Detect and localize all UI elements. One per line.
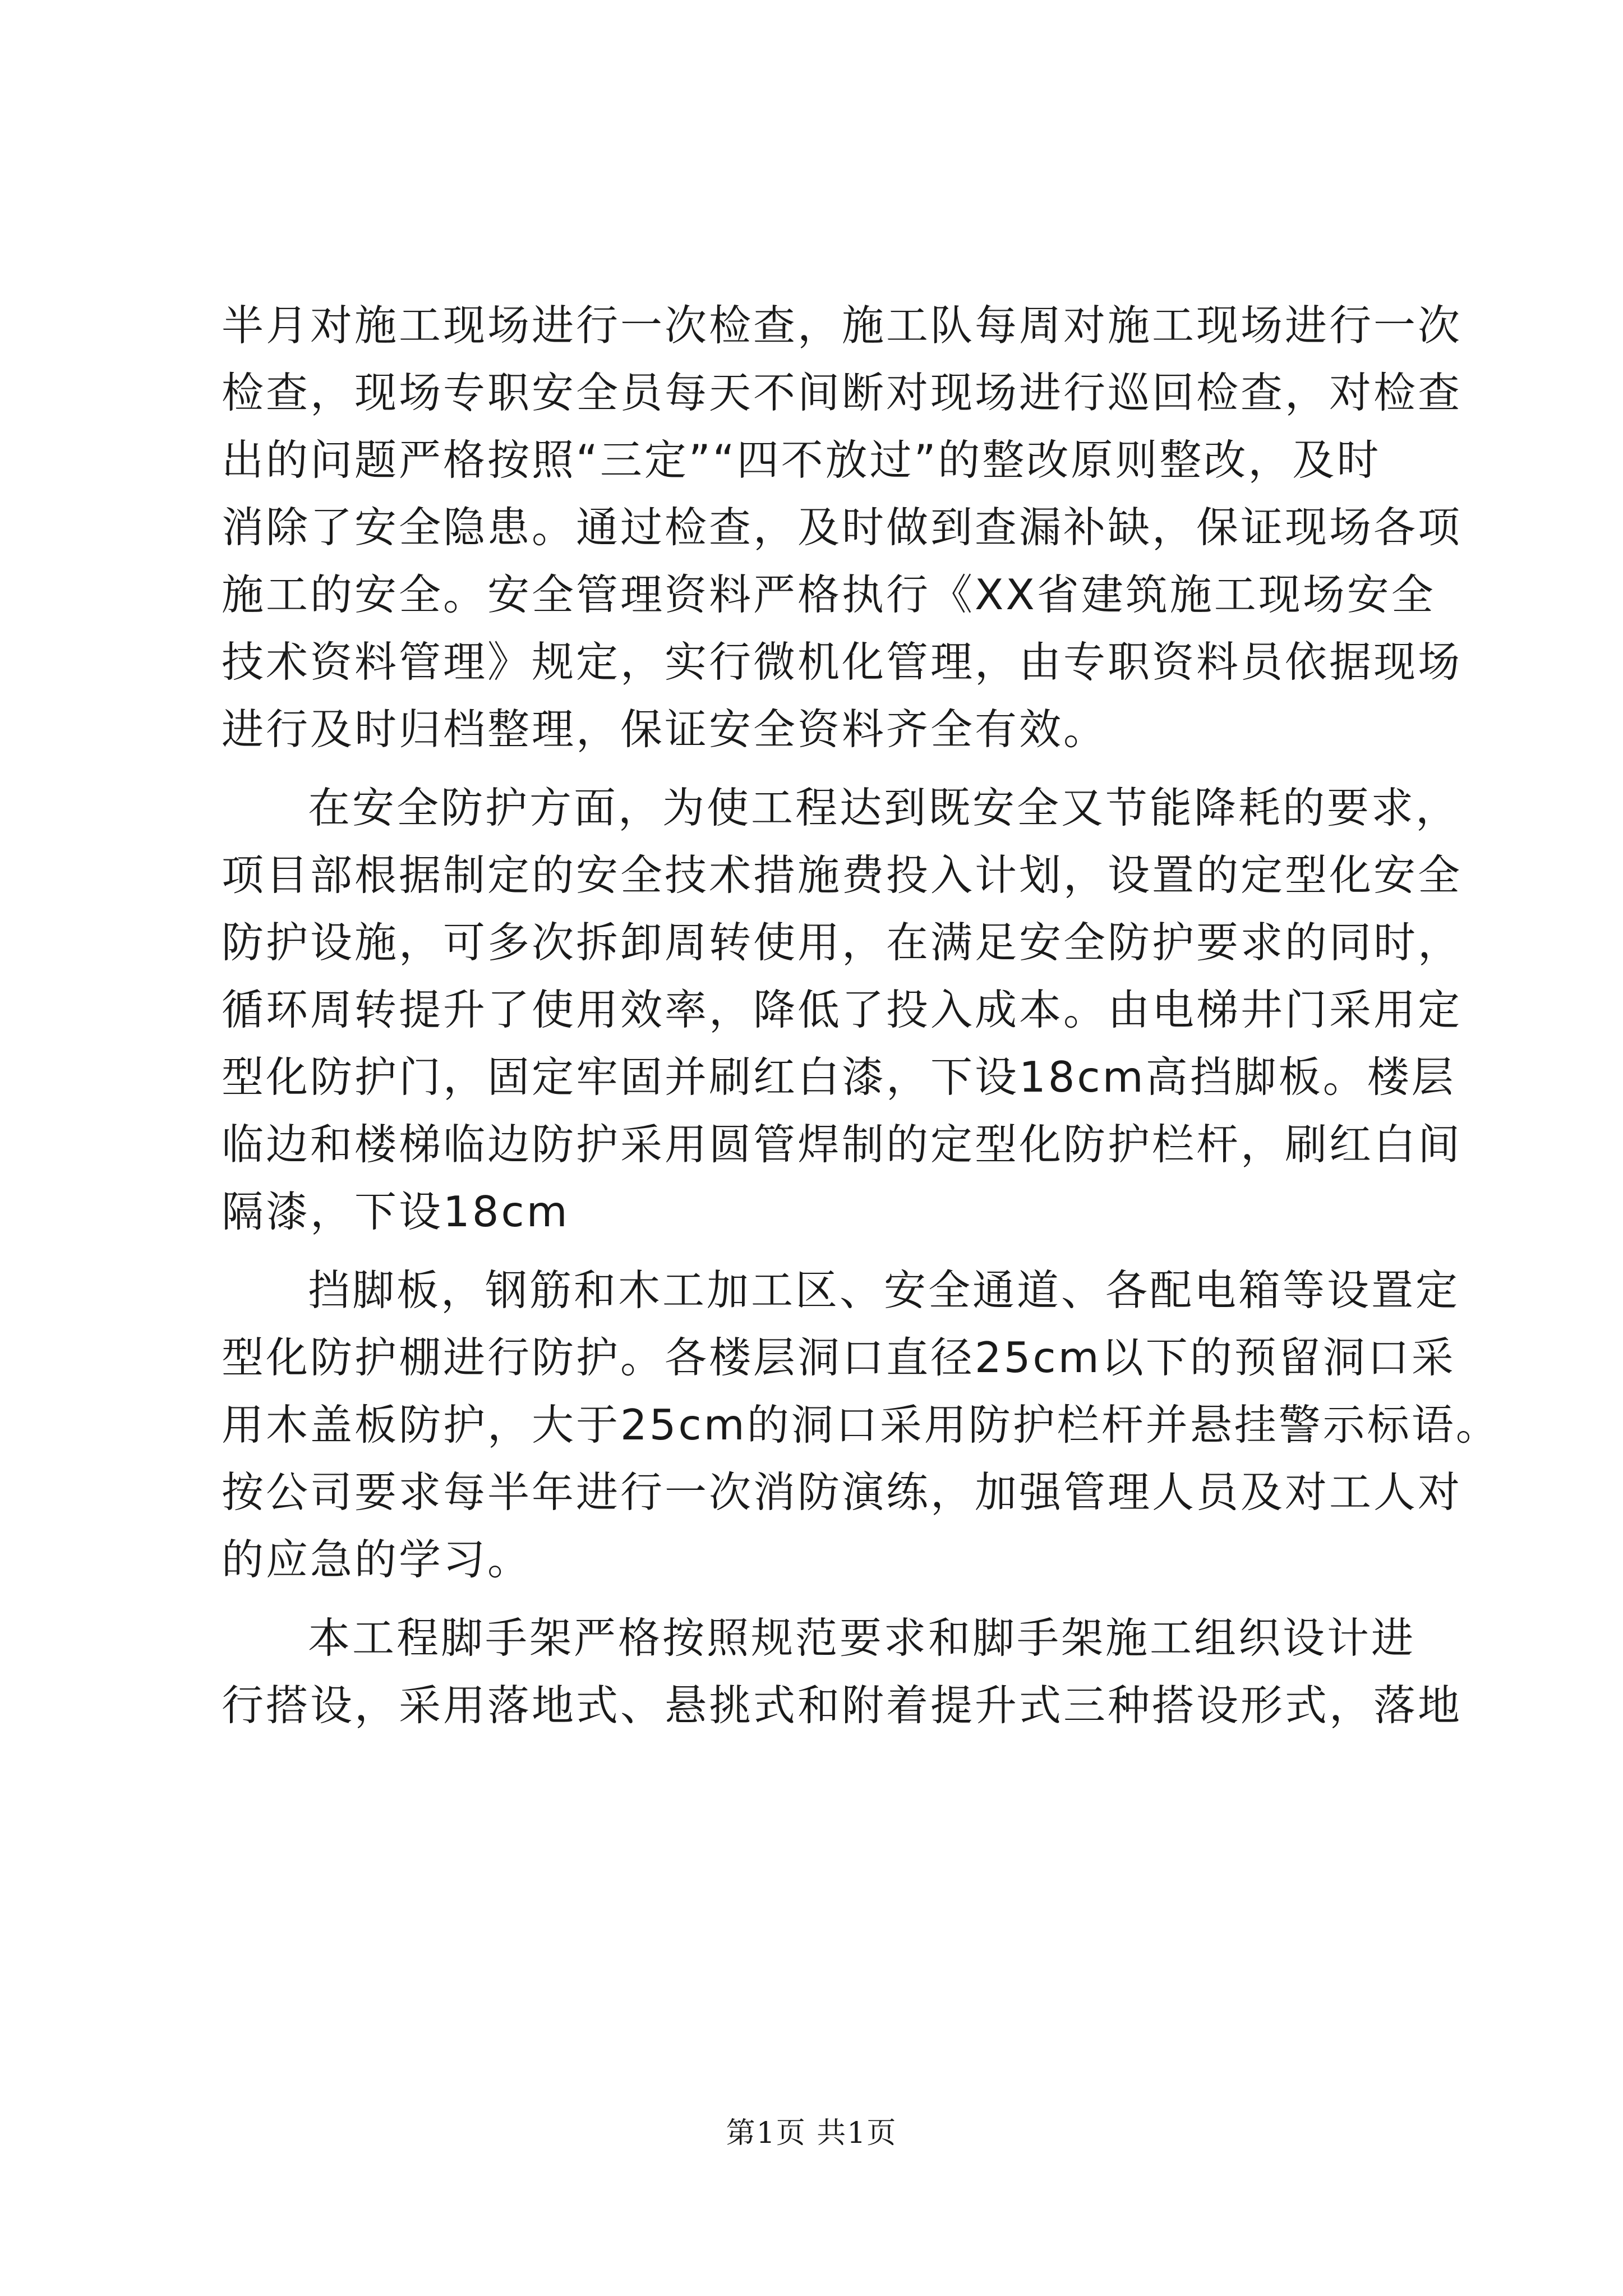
text-line: 挡脚板，钢筋和木工加工区、安全通道、各配电箱等设置定 <box>308 1266 1460 1315</box>
paragraph-3 <box>222 1257 1500 1593</box>
page-number-footer: 第1页 共1页 <box>726 2116 897 2150</box>
text-line: 出的问题严格按照“三定”“四不放过”的整改原则整改，及时 <box>222 435 1381 485</box>
paragraph-2 <box>222 774 1463 1245</box>
text-line: 隔漆，下设18cm <box>222 1187 570 1236</box>
paragraph-4 <box>222 1604 1463 1739</box>
text-line: 检查，现场专职安全员每天不间断对现场进行巡回检查，对检查 <box>222 368 1463 417</box>
text-line: 项目部根据制定的安全技术措施费投入计划，设置的定型化安全 <box>222 850 1463 900</box>
document-body <box>222 292 1500 1750</box>
text-line: 按公司要求每半年进行一次消防演练，加强管理人员及对工人对 <box>222 1467 1463 1517</box>
text-line: 施工的安全。安全管理资料严格执行《XX省建筑施工现场安全 <box>222 570 1436 619</box>
text-line: 进行及时归档整理，保证安全资料齐全有效。 <box>222 705 1108 754</box>
text-line: 行搭设，采用落地式、悬挑式和附着提升式三种搭设形式，落地 <box>222 1681 1463 1730</box>
text-line: 技术资料管理》规定，实行微机化管理，由专职资料员依据现场 <box>222 637 1463 687</box>
text-line: 型化防护门，固定牢固并刷红白漆，下设18cm高挡脚板。楼层 <box>222 1052 1456 1102</box>
text-line: 的应急的学习。 <box>222 1535 532 1584</box>
text-line: 临边和楼梯临边防护采用圆管焊制的定型化防护栏杆，刷红白间 <box>222 1120 1463 1169</box>
text-line: 消除了安全隐患。通过检查，及时做到查漏补缺，保证现场各项 <box>222 503 1463 552</box>
paragraph-1 <box>222 292 1463 763</box>
text-line: 半月对施工现场进行一次检查，施工队每周对施工现场进行一次 <box>222 301 1463 350</box>
text-line: 用木盖板防护，大于25cm的洞口采用防护栏杆并悬挂警示标语。 <box>222 1400 1500 1450</box>
text-line: 本工程脚手架严格按照规范要求和脚手架施工组织设计进 <box>308 1613 1416 1663</box>
text-line: 防护设施，可多次拆卸周转使用，在满足安全防护要求的同时， <box>222 918 1463 967</box>
text-line: 型化防护棚进行防护。各楼层洞口直径25cm以下的预留洞口采 <box>222 1333 1456 1382</box>
text-line: 在安全防护方面，为使工程达到既安全又节能降耗的要求， <box>308 783 1460 832</box>
text-line: 循环周转提升了使用效率，降低了投入成本。由电梯井门采用定 <box>222 985 1463 1034</box>
